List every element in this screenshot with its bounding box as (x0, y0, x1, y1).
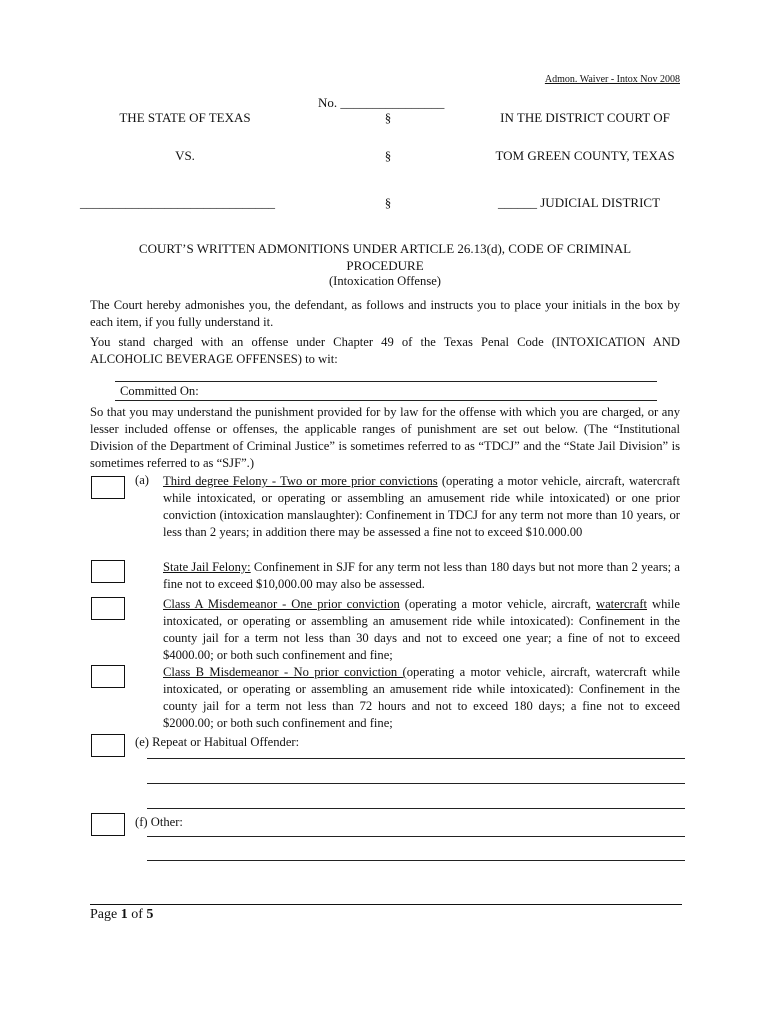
item-e-label: (e) Repeat or Habitual Offender: (135, 735, 300, 749)
item-c-body-2: while intoxicated, or operating or assembling an amusement ride while intoxicated): Confinement in the county jail for a term not less than 30 days and not to exceed one year; a fine of not to exceed $4000.00; or both such confinement and fine; (163, 597, 680, 662)
item-a-heading: Third degree Felony - Two or more prior convictions (163, 474, 438, 488)
item-b-body: Confinement in SJF for any term not less than 180 days but not more than 2 years; a fine not to exceed $10,000.00 may also be assessed. (163, 560, 681, 591)
title-subtitle: (Intoxication Offense) (328, 274, 442, 288)
header-right-court: IN THE DISTRICT COURT OF (500, 110, 670, 125)
item-c-body-1: (operating a motor vehicle, aircraft, (399, 597, 596, 611)
header-section-mark-1: § (384, 110, 392, 125)
header-right-county: TOM GREEN COUNTY, TEXAS (495, 148, 675, 163)
item-e-line-2[interactable] (147, 783, 685, 784)
form-id: Admon. Waiver - Intox Nov 2008 (544, 74, 680, 85)
item-b-text (163, 559, 680, 593)
initial-box-b[interactable] (91, 560, 125, 583)
item-d-text (163, 664, 680, 732)
item-e-line-1[interactable] (147, 758, 685, 759)
committed-on-label: Committed On: (120, 384, 199, 398)
title-line-1: COURT’S WRITTEN ADMONITIONS UNDER ARTICLE 26.13(d), CODE OF CRIMINAL (138, 241, 632, 256)
title-line-2: PROCEDURE (346, 258, 424, 273)
header-section-mark-2: § (384, 148, 392, 163)
header-left-vs: VS. (175, 148, 195, 163)
intro-paragraph-2: You stand charged with an offense under Chapter 49 of the Texas Penal Code (INTOXICATION AND ALCOHOLIC BEVERAGE OFFENSES) to wit: (90, 335, 680, 366)
header-left-state: THE STATE OF TEXAS (119, 110, 251, 125)
initial-box-c[interactable] (91, 597, 125, 620)
item-a-body: (operating a motor vehicle, aircraft, watercraft while intoxicated, or operating or assembling an amusement ride while intoxicated) or one prior conviction (intoxication manslaughter): Confinement in TDCJ for any term not more than 10 years, or less than 2 years; in addition there may be assessed a fine not to exceed $10.000.00 (163, 474, 680, 539)
offense-line (115, 381, 657, 382)
item-f-label: (f) Other: (135, 815, 183, 829)
intro-paragraph-3: So that you may understand the punishment provided for by law for the offense with which you are charged, or any lesser included offense or offenses, the applicable ranges of punishment are set out below. (The “Institutional Division of the Department of Criminal Justice” is sometimes referred to as “TDCJ” and the “State Jail Division” is sometimes referred to as “SJF”.) (90, 405, 680, 470)
item-f-line-1[interactable] (147, 836, 685, 837)
header-right-district: ______ JUDICIAL DISTRICT (498, 195, 661, 210)
intro-paragraph-1: The Court hereby admonishes you, the defendant, as follows and instructs you to place your initials in the box by each item, if you fully understand it. (90, 298, 680, 329)
item-a-marker: (a) (135, 473, 149, 487)
page-prefix: Page (90, 907, 121, 922)
page-number: 1 (120, 907, 128, 922)
initial-box-a[interactable] (91, 476, 125, 499)
item-a-text (163, 473, 680, 541)
item-c-heading: Class A Misdemeanor - One prior conviction (163, 597, 400, 611)
item-d-body: operating a motor vehicle, aircraft, watercraft while intoxicated, or operating or assembling an amusement ride while intoxicated): Confinement in the county jail for a term not less than 72 hours and not to exceed 180 days; a fine not to exceed $2000.00; or both such confinement and fine; (163, 665, 680, 730)
defendant-name-blank: ______________________________ (80, 195, 275, 210)
initial-box-f[interactable] (91, 813, 125, 836)
item-f-line-2[interactable] (147, 860, 685, 861)
initial-box-e[interactable] (91, 734, 125, 757)
item-e-line-3[interactable] (147, 808, 685, 809)
header-section-mark-3: § (384, 195, 392, 210)
page-indicator (90, 907, 153, 923)
item-c-text (163, 596, 680, 664)
case-number: No. ________________ (318, 95, 445, 110)
page-total: 5 (146, 907, 154, 922)
item-c-watercraft: watercraft (596, 597, 648, 611)
initial-box-d[interactable] (91, 665, 125, 688)
item-b-heading: State Jail Felony: (163, 560, 251, 574)
committed-on-line (115, 400, 657, 401)
item-d-heading: Class B Misdemeanor - No prior conviction ( (163, 665, 407, 679)
page-of: of (127, 907, 147, 922)
footer-rule (90, 904, 682, 905)
